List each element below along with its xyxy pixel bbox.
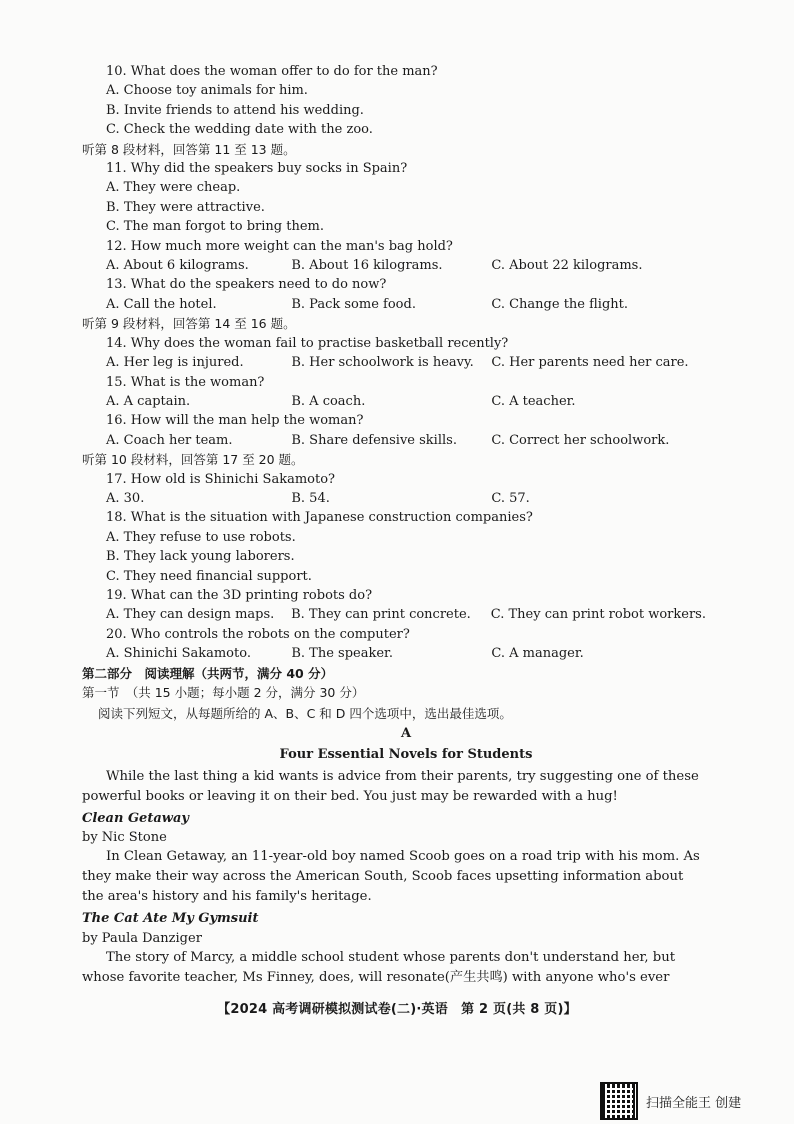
question-19: 19. What can the 3D printing robots do? — [106, 587, 373, 603]
scanner-label: 扫描全能王 创建 — [646, 1095, 742, 1111]
option: C. The man forgot to bring them. — [106, 219, 325, 235]
option: B. They can print concrete. — [291, 607, 471, 623]
question-10: 10. What does the woman offer to do for the man? — [106, 64, 438, 79]
question-20: 20. Who controls the robots on the computer? — [106, 626, 410, 642]
options-row — [106, 489, 706, 508]
option: A. Her leg is injured. — [106, 355, 244, 371]
options-row — [106, 295, 706, 314]
part-heading: 第二部分 阅读理解（共两节，满分 40 分） — [82, 665, 334, 681]
question-11: 11. Why did the speakers buy socks in Spain? — [106, 161, 408, 177]
option: C. Check the wedding date with the zoo. — [106, 122, 373, 138]
question-12: 12. How much more weight can the man's bag hold? — [106, 238, 453, 254]
option: C. Her parents need her care. — [491, 355, 689, 371]
page-content — [82, 62, 706, 988]
book-description: The story of Marcy, a middle school student whose parents don't understand her, but whose favorite teacher, Ms Finney, does, will resonate(产生共鸣) with anyone who's ever — [82, 950, 675, 986]
option: B. They were attractive. — [106, 199, 265, 215]
option: C. A manager. — [491, 646, 584, 662]
passage-intro: While the last thing a kid wants is advice from their parents, try suggesting one of these powerful books or leaving it on their bed. You just may be rewarded with a hug! — [82, 768, 699, 804]
option: C. Correct her schoolwork. — [491, 432, 670, 448]
book-title: The Cat Ate My Gymsuit — [82, 911, 259, 927]
option: C. About 22 kilograms. — [491, 258, 643, 274]
option: C. A teacher. — [491, 393, 576, 409]
option: B. They lack young laborers. — [106, 549, 295, 565]
scanner-watermark — [600, 1082, 741, 1120]
option: B. Invite friends to attend his wedding. — [106, 102, 364, 118]
page-footer: 【2024 高考调研模拟测试卷(二)·英语 第 2 页(共 8 页)】 — [217, 1002, 577, 1017]
options-row — [106, 605, 706, 624]
option: A. A captain. — [106, 393, 191, 409]
question-17: 17. How old is Shinichi Sakamoto? — [106, 471, 335, 487]
options-row — [106, 431, 706, 450]
qr-code-icon — [600, 1082, 638, 1120]
option: A. They refuse to use robots. — [106, 529, 296, 545]
material-heading: 听第 8 段材料，回答第 11 至 13 题。 — [82, 141, 296, 157]
section-heading: 第一节 （共 15 小题；每小题 2 分，满分 30 分） — [82, 685, 365, 700]
option: C. They can print robot workers. — [490, 607, 706, 623]
option: A. 30. — [106, 490, 145, 506]
option: B. Share defensive skills. — [291, 432, 457, 448]
options-row — [106, 353, 706, 372]
option: B. The speaker. — [291, 646, 393, 662]
options-row — [106, 392, 706, 411]
option: B. Her schoolwork is heavy. — [291, 355, 474, 371]
material-heading: 听第 10 段材料，回答第 17 至 20 题。 — [82, 452, 304, 468]
question-15: 15. What is the woman? — [106, 374, 265, 390]
option: A. Shinichi Sakamoto. — [106, 646, 251, 662]
book-author: by Nic Stone — [82, 830, 167, 846]
option: A. Choose toy animals for him. — [106, 83, 308, 99]
question-13: 13. What do the speakers need to do now? — [106, 277, 387, 293]
book-author: by Paula Danziger — [82, 930, 202, 946]
option: C. 57. — [491, 490, 530, 506]
question-14: 14. Why does the woman fail to practise basketball recently? — [106, 335, 509, 351]
option: A. They were cheap. — [106, 180, 241, 196]
option: C. They need financial support. — [106, 568, 312, 584]
options-row — [106, 644, 706, 663]
option: B. 54. — [291, 490, 330, 506]
book-description: In Clean Getaway, an 11-year-old boy named Scoob goes on a road trip with his mom. As they make their way across the American South, Scoob faces upsetting information about the area's history and his family's heritage. — [82, 849, 700, 905]
option: B. About 16 kilograms. — [291, 258, 443, 274]
option: B. Pack some food. — [291, 296, 416, 312]
option: C. Change the flight. — [491, 296, 628, 312]
question-18: 18. What is the situation with Japanese construction companies? — [106, 510, 533, 526]
book-title: Clean Getaway — [82, 810, 189, 826]
passage-title: Four Essential Novels for Students — [279, 747, 533, 763]
instruction: 阅读下列短文，从每题所给的 A、B、C 和 D 四个选项中，选出最佳选项。 — [98, 706, 512, 722]
options-row — [106, 256, 706, 275]
option: A. They can design maps. — [106, 607, 275, 623]
material-heading: 听第 9 段材料，回答第 14 至 16 题。 — [82, 316, 296, 332]
question-16: 16. How will the man help the woman? — [106, 413, 364, 429]
option: A. Call the hotel. — [106, 296, 217, 312]
option: B. A coach. — [291, 393, 366, 409]
option: A. Coach her team. — [106, 432, 233, 448]
passage-letter: A — [400, 725, 412, 741]
option: A. About 6 kilograms. — [106, 258, 249, 274]
